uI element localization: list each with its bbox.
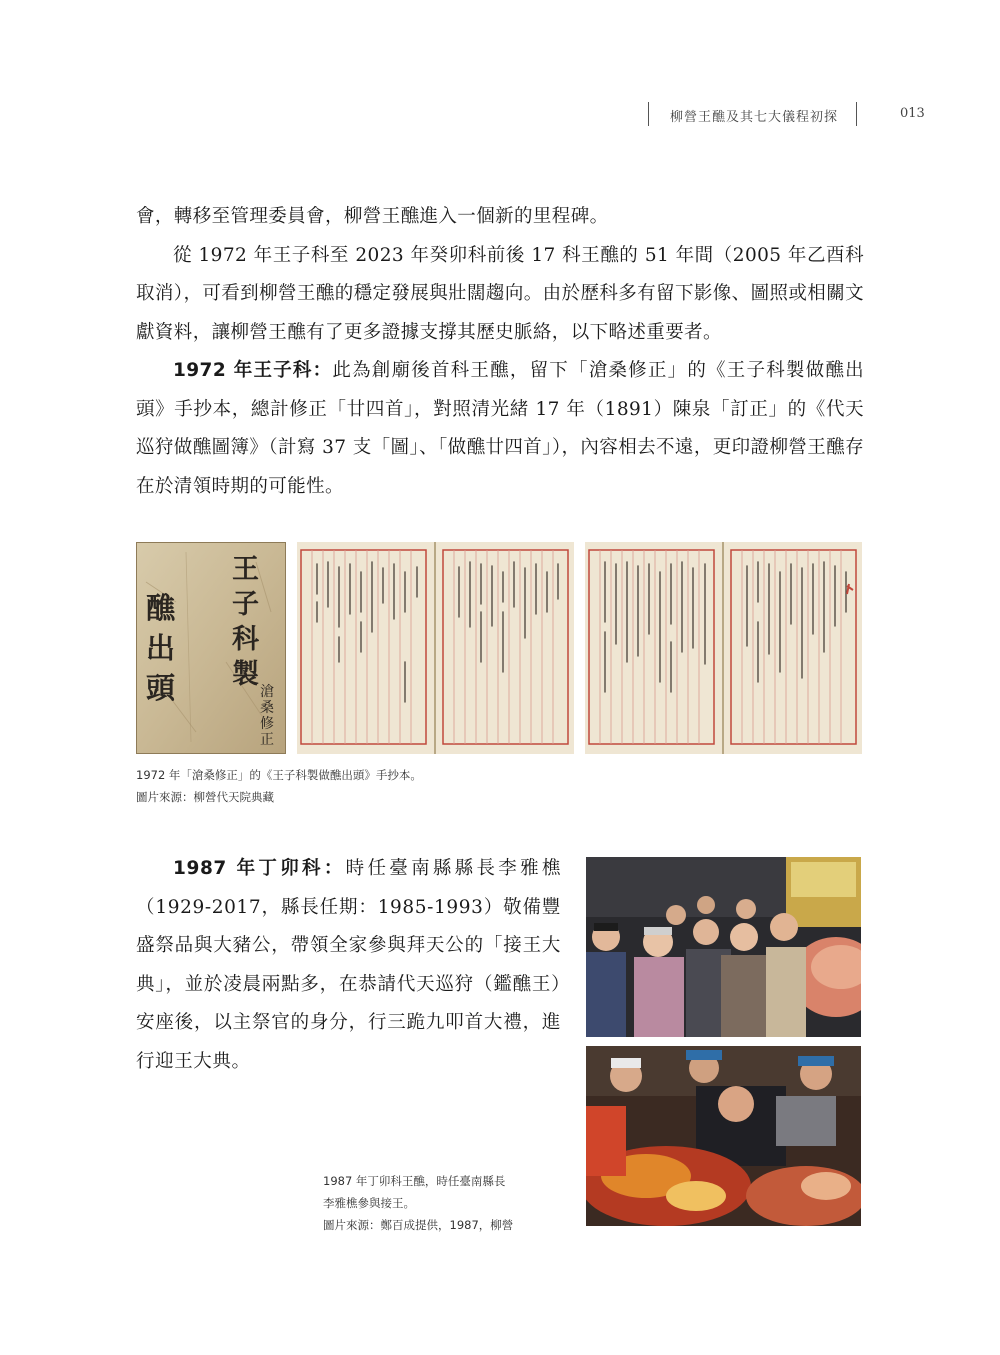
cover-title-small: 滄桑修正 <box>260 684 274 748</box>
paragraph-3-text: 此為創廟後首科王醮，留下「滄桑修正」的《王子科製做醮出頭》手抄本，總計修正「廿四首」，對照清光緒 17 年（1891）陳泉「訂正」的《代天巡狩做醮圖簿》（計寫 37 支「圖」、「做醮廿四首」），內容相去不遠，更印證柳營王醮存在於清領時期的可能性。 <box>136 360 864 497</box>
official-altar-image <box>586 1046 861 1226</box>
ceremony-crowd-image <box>586 857 861 1037</box>
header-divider <box>856 102 857 126</box>
paragraph-2: 從 1972 年王子科至 2023 年癸卯科前後 17 科王醮的 51 年間（2005 年乙酉科取消），可看到柳營王醮的穩定發展與壯闊趨向。由於歷科多有留下影像、圖照或相關文獻資料，讓柳營王醮有了更多證據支撐其歷史脈絡，以下略述重要者。 <box>136 244 864 343</box>
ceremony-crowd-photo <box>586 857 861 1037</box>
manuscript-spread-1-image <box>297 542 574 754</box>
figure-2-caption <box>323 1170 573 1236</box>
manuscript-cover-photo <box>136 542 286 754</box>
paragraph-3-lead: 1972 年王子科： <box>173 360 333 381</box>
cover-title-right: 王子科製 <box>232 554 259 690</box>
cover-title-left: 醮出頭 <box>146 591 176 705</box>
section-1987 <box>136 850 561 1081</box>
body-text <box>136 198 864 506</box>
paragraph-1: 會，轉移至管理委員會，柳營王醮進入一個新的里程碑。 <box>136 206 609 227</box>
figure-2-caption-source: 圖片來源：鄭百成提供，1987，柳營 <box>323 1218 514 1232</box>
paragraph-3 <box>136 352 864 506</box>
figure-2-caption-line-2: 李雅樵參與接王。 <box>323 1196 415 1210</box>
figure-2-caption-line-1: 1987 年丁卯科王醮，時任臺南縣長 <box>323 1174 506 1188</box>
manuscript-spread-2-image <box>585 542 862 754</box>
official-altar-photo <box>586 1046 861 1226</box>
section-1987-text: 時任臺南縣縣長李雅樵（1929-2017，縣長任期：1985-1993）敬備豐盛祭品與大豬公，帶領全家參與拜天公的「接王大典」，並於凌晨兩點多，在恭請代天巡狩（鑑醮王）安座後，以主祭官的身分，行三跪九叩首大禮，進行迎王大典。 <box>136 858 561 1072</box>
header-divider <box>648 102 649 126</box>
section-1987-paragraph <box>136 850 561 1081</box>
page-number: 013 <box>900 106 925 121</box>
running-title: 柳營王醮及其七大儀程初探 <box>670 110 839 125</box>
manuscript-spread-2-photo <box>585 542 862 754</box>
manuscript-spread-1-photo <box>297 542 574 754</box>
running-header <box>648 102 930 128</box>
manuscript-figure <box>136 542 862 754</box>
figure-1-caption <box>136 764 422 808</box>
figure-1-caption-source: 圖片來源：柳營代天院典藏 <box>136 790 274 804</box>
section-1987-lead: 1987 年丁卯科： <box>173 858 346 879</box>
figure-1-caption-line-1: 1972 年「滄桑修正」的《王子科製做醮出頭》手抄本。 <box>136 768 422 782</box>
